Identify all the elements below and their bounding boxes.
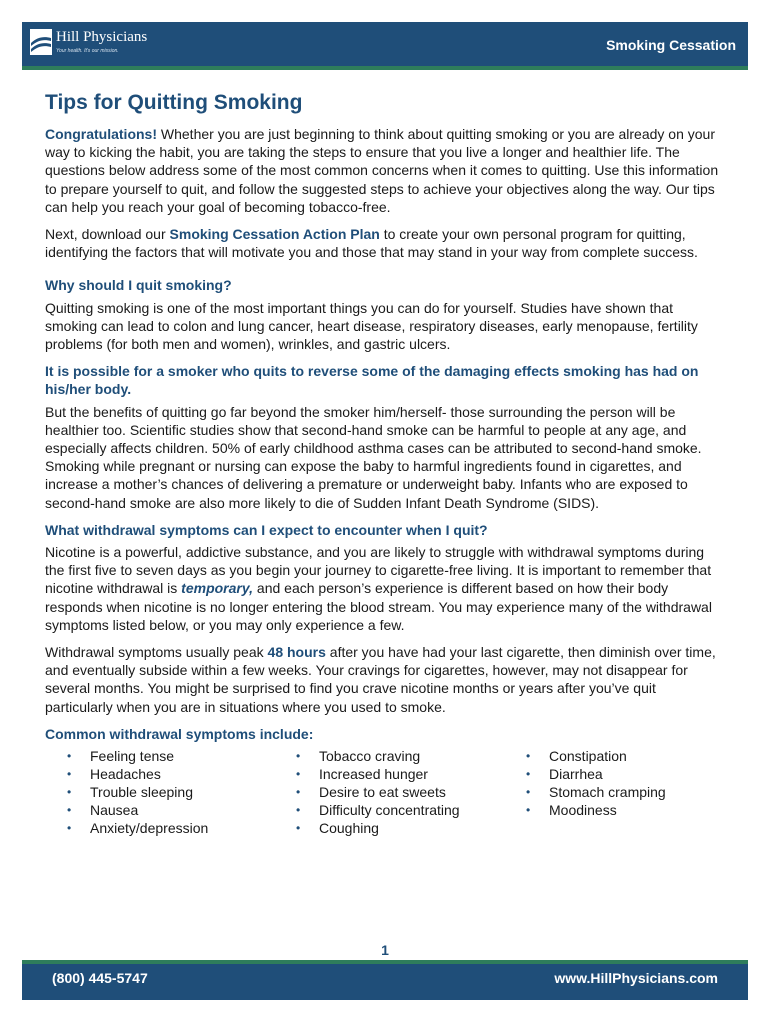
intro-lead: Congratulations! (45, 126, 157, 142)
page-number: 1 (381, 942, 389, 958)
next-paragraph (45, 225, 725, 261)
list-item: • Moodiness (504, 801, 724, 819)
next-before: Next, download our (45, 226, 170, 243)
header-accent-line (22, 66, 748, 70)
brand-name: Hill Physicians (56, 29, 148, 45)
temporary-emphasis: temporary, (181, 580, 254, 597)
withdrawal-paragraph-2 (45, 643, 725, 716)
symptoms-list (45, 747, 725, 837)
list-item: • Difficulty concentrating (274, 801, 504, 819)
hours-emphasis: 48 hours (267, 644, 326, 661)
page-title: Tips for Quitting Smoking (45, 91, 303, 114)
footer-website-link[interactable]: www.HillPhysicians.com (554, 970, 718, 986)
reverse-heading: It is possible for a smoker who quits to reverse some of the damaging effects smoking has had on his/her body. (45, 363, 699, 398)
withdrawal-p2-after: after you have had your last cigarette, then diminish over time, and eventually subside within a few weeks. Your cravings for cigarettes, however, may not disappear for several months. You might be surprised to find you crave nicotine months or years after you’ve quit particularly when you are in situations where you used to smoke. (45, 644, 716, 715)
symptoms-column-3 (504, 747, 724, 837)
withdrawal-p1-after: and each person’s experience is different based on how their body responds when nicotine is no longer entering the blood stream. You may experience many of the withdrawal symptoms listed below, or you may only experience a few. (45, 580, 712, 633)
intro-text: Whether you are just beginning to think about quitting smoking or you are already on your way to kicking the habit, you are taking the steps to ensure that you live a longer and healthier life. The questions below address some of the most common concerns when it comes to quitting. Use this information to prepare yourself to quit, and follow the suggested steps to achieve your objectives along the way. Our tips can help you reach your goal of becoming tobacco-free. (45, 126, 719, 215)
list-item: • Trouble sleeping (45, 783, 274, 801)
withdrawal-p1-before: Nicotine is a powerful, addictive substance, and you are likely to struggle with withdrawal symptoms during the first five to seven days as you begin your journey to cigarette-free living. It is important to remember that nicotine withdrawal is (45, 544, 712, 597)
withdrawal-p2-before: Withdrawal symptoms usually peak (45, 644, 268, 661)
section-title: Smoking Cessation (606, 37, 736, 53)
symptoms-heading: Common withdrawal symptoms include: (45, 725, 314, 742)
list-item: • Constipation (504, 747, 724, 765)
list-item: • Stomach cramping (504, 783, 724, 801)
list-item: • Nausea (45, 801, 274, 819)
list-item: • Increased hunger (274, 765, 504, 783)
symptoms-column-1 (45, 747, 274, 837)
list-item: • Headaches (45, 765, 274, 783)
list-item: • Tobacco craving (274, 747, 504, 765)
list-item: • Feeling tense (45, 747, 274, 765)
why-text: Quitting smoking is one of the most important things you can do for yourself. Studies have shown that smoking can lead to colon and lung cancer, heart disease, respiratory diseases, early menopause, fertility problems (for both men and women), wrinkles, and gastric ulcers. (45, 299, 698, 353)
withdrawal-heading: What withdrawal symptoms can I expect to encounter when I quit? (45, 521, 488, 538)
list-item: • Desire to eat sweets (274, 783, 504, 801)
reverse-text: But the benefits of quitting go far beyond the smoker him/herself- those surrounding the person will be healthier too. Scientific studies show that second-hand smoke can be harmful to people at any age, and especially affects children. 50% of early childhood asthma cases can be attributed to second-hand smoke. Smoking while pregnant or nursing can expose the baby to harmful ingredients found in cigarettes, and increase a mother’s chances of delivering a premature or underweight baby. Infants who are exposed to second-hand smoke are also more likely to die of Sudden Infant Death Syndrome (SIDS). (45, 403, 702, 511)
action-plan-link[interactable]: Smoking Cessation Action Plan (169, 226, 380, 243)
symptoms-column-2 (274, 747, 504, 837)
why-heading: Why should I quit smoking? (45, 277, 232, 294)
footer-phone[interactable]: (800) 445-5747 (52, 970, 148, 986)
logo (30, 27, 170, 63)
intro-paragraph (45, 125, 725, 216)
list-item: • Diarrhea (504, 765, 724, 783)
withdrawal-paragraph-1 (45, 543, 725, 634)
list-item: • Anxiety/depression (45, 819, 274, 837)
brand-tagline: Your health. It's our mission. (56, 48, 119, 54)
document-body (45, 90, 725, 837)
next-after: to create your own personal program for quitting, identifying the factors that will motivate you and those that may stand in your way from complete success. (45, 226, 698, 261)
list-item: • Coughing (274, 819, 504, 837)
hill-logo-icon (30, 29, 52, 55)
